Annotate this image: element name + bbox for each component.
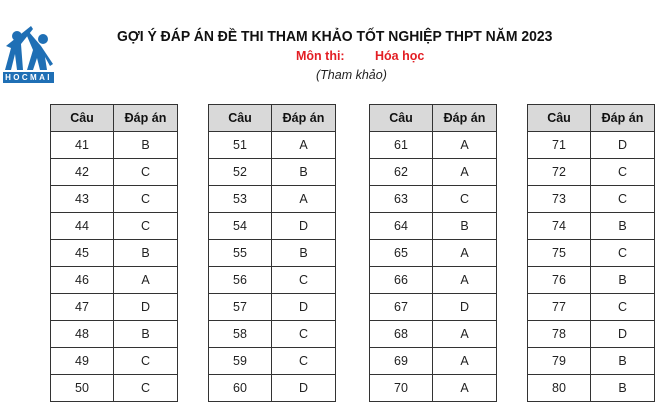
answer-letter: C xyxy=(591,240,655,267)
question-number: 51 xyxy=(209,132,272,159)
table-header-row xyxy=(528,105,655,132)
question-number: 43 xyxy=(51,186,114,213)
table-row xyxy=(370,213,497,240)
table-row xyxy=(528,213,655,240)
table-row xyxy=(51,267,178,294)
table-row xyxy=(51,294,178,321)
question-number: 60 xyxy=(209,375,272,402)
question-number: 68 xyxy=(370,321,433,348)
column-header-question: Câu xyxy=(528,105,591,132)
answer-letter: A xyxy=(433,159,497,186)
table-row xyxy=(209,240,336,267)
question-number: 80 xyxy=(528,375,591,402)
table-row xyxy=(51,213,178,240)
answer-letter: B xyxy=(114,321,178,348)
table-row xyxy=(51,375,178,402)
column-header-answer: Đáp án xyxy=(272,105,336,132)
answer-letter: C xyxy=(272,321,336,348)
table-row xyxy=(370,267,497,294)
question-number: 57 xyxy=(209,294,272,321)
question-number: 73 xyxy=(528,186,591,213)
table-row xyxy=(51,132,178,159)
answer-letter: C xyxy=(591,186,655,213)
table-row xyxy=(370,348,497,375)
table-header-row xyxy=(51,105,178,132)
answer-letter: B xyxy=(272,159,336,186)
question-number: 52 xyxy=(209,159,272,186)
table-row xyxy=(209,186,336,213)
answer-letter: D xyxy=(272,213,336,240)
table-row xyxy=(209,267,336,294)
column-header-question: Câu xyxy=(370,105,433,132)
question-number: 62 xyxy=(370,159,433,186)
subject-value: Hóa học xyxy=(375,49,425,63)
answer-letter: C xyxy=(272,348,336,375)
table-row xyxy=(528,348,655,375)
column-header-answer: Đáp án xyxy=(114,105,178,132)
question-number: 44 xyxy=(51,213,114,240)
answer-letter: A xyxy=(433,321,497,348)
answer-letter: D xyxy=(272,375,336,402)
question-number: 41 xyxy=(51,132,114,159)
answer-letter: A xyxy=(433,267,497,294)
answer-letter: D xyxy=(272,294,336,321)
question-number: 70 xyxy=(370,375,433,402)
question-number: 50 xyxy=(51,375,114,402)
table-row xyxy=(370,375,497,402)
answer-letter: B xyxy=(114,132,178,159)
table-row xyxy=(528,240,655,267)
column-header-answer: Đáp án xyxy=(433,105,497,132)
answer-letter: C xyxy=(591,159,655,186)
reference-note: (Tham khảo) xyxy=(316,68,387,82)
table-row xyxy=(528,267,655,294)
table-row xyxy=(51,321,178,348)
answer-letter: C xyxy=(114,159,178,186)
answer-table-1 xyxy=(50,104,178,402)
table-row xyxy=(51,159,178,186)
table-header-row xyxy=(209,105,336,132)
question-number: 48 xyxy=(51,321,114,348)
question-number: 77 xyxy=(528,294,591,321)
answer-letter: A xyxy=(114,267,178,294)
question-number: 45 xyxy=(51,240,114,267)
question-number: 46 xyxy=(51,267,114,294)
table-row xyxy=(370,294,497,321)
answer-letter: A xyxy=(433,348,497,375)
answer-letter: C xyxy=(433,186,497,213)
question-number: 74 xyxy=(528,213,591,240)
table-row xyxy=(528,186,655,213)
logo-text: HOCMAI xyxy=(3,72,54,83)
answer-letter: C xyxy=(114,186,178,213)
question-number: 56 xyxy=(209,267,272,294)
question-number: 49 xyxy=(51,348,114,375)
answer-letter: B xyxy=(272,240,336,267)
answer-letter: C xyxy=(272,267,336,294)
table-row xyxy=(370,321,497,348)
answer-letter: A xyxy=(272,186,336,213)
question-number: 61 xyxy=(370,132,433,159)
answer-table-2 xyxy=(208,104,336,402)
answer-letter: A xyxy=(272,132,336,159)
subject-label: Môn thi: xyxy=(296,49,345,63)
answer-letter: A xyxy=(433,240,497,267)
table-row xyxy=(209,348,336,375)
table-row xyxy=(209,375,336,402)
table-row xyxy=(528,321,655,348)
question-number: 71 xyxy=(528,132,591,159)
table-row xyxy=(370,240,497,267)
question-number: 42 xyxy=(51,159,114,186)
question-number: 59 xyxy=(209,348,272,375)
column-header-question: Câu xyxy=(209,105,272,132)
answer-table-4 xyxy=(527,104,655,402)
question-number: 55 xyxy=(209,240,272,267)
table-row xyxy=(51,240,178,267)
answer-letter: C xyxy=(114,375,178,402)
answer-letter: D xyxy=(433,294,497,321)
question-number: 54 xyxy=(209,213,272,240)
answer-letter: D xyxy=(591,321,655,348)
question-number: 63 xyxy=(370,186,433,213)
answer-table-3 xyxy=(369,104,497,402)
answer-letter: C xyxy=(114,348,178,375)
question-number: 65 xyxy=(370,240,433,267)
answer-letter: C xyxy=(114,213,178,240)
table-row xyxy=(528,159,655,186)
answer-letter: A xyxy=(433,132,497,159)
table-row xyxy=(209,159,336,186)
answer-letter: B xyxy=(591,375,655,402)
question-number: 53 xyxy=(209,186,272,213)
answer-letter: D xyxy=(114,294,178,321)
answer-letter: B xyxy=(433,213,497,240)
question-number: 78 xyxy=(528,321,591,348)
table-row xyxy=(209,321,336,348)
answer-letter: C xyxy=(591,294,655,321)
table-row xyxy=(528,294,655,321)
answer-letter: B xyxy=(591,267,655,294)
answer-letter: B xyxy=(591,348,655,375)
table-row xyxy=(370,132,497,159)
answer-letter: B xyxy=(591,213,655,240)
page-title: GỢI Ý ĐÁP ÁN ĐỀ THI THAM KHẢO TỐT NGHIỆP THPT NĂM 2023 xyxy=(117,28,553,45)
table-row xyxy=(528,375,655,402)
table-row xyxy=(528,132,655,159)
table-row xyxy=(370,159,497,186)
column-header-question: Câu xyxy=(51,105,114,132)
question-number: 76 xyxy=(528,267,591,294)
table-header-row xyxy=(370,105,497,132)
table-row xyxy=(51,186,178,213)
question-number: 58 xyxy=(209,321,272,348)
answer-letter: D xyxy=(591,132,655,159)
question-number: 66 xyxy=(370,267,433,294)
table-row xyxy=(370,186,497,213)
column-header-answer: Đáp án xyxy=(591,105,655,132)
question-number: 79 xyxy=(528,348,591,375)
question-number: 72 xyxy=(528,159,591,186)
question-number: 75 xyxy=(528,240,591,267)
question-number: 67 xyxy=(370,294,433,321)
answer-letter: B xyxy=(114,240,178,267)
table-row xyxy=(51,348,178,375)
question-number: 64 xyxy=(370,213,433,240)
table-row xyxy=(209,213,336,240)
question-number: 69 xyxy=(370,348,433,375)
table-row xyxy=(209,294,336,321)
table-row xyxy=(209,132,336,159)
question-number: 47 xyxy=(51,294,114,321)
answer-letter: A xyxy=(433,375,497,402)
